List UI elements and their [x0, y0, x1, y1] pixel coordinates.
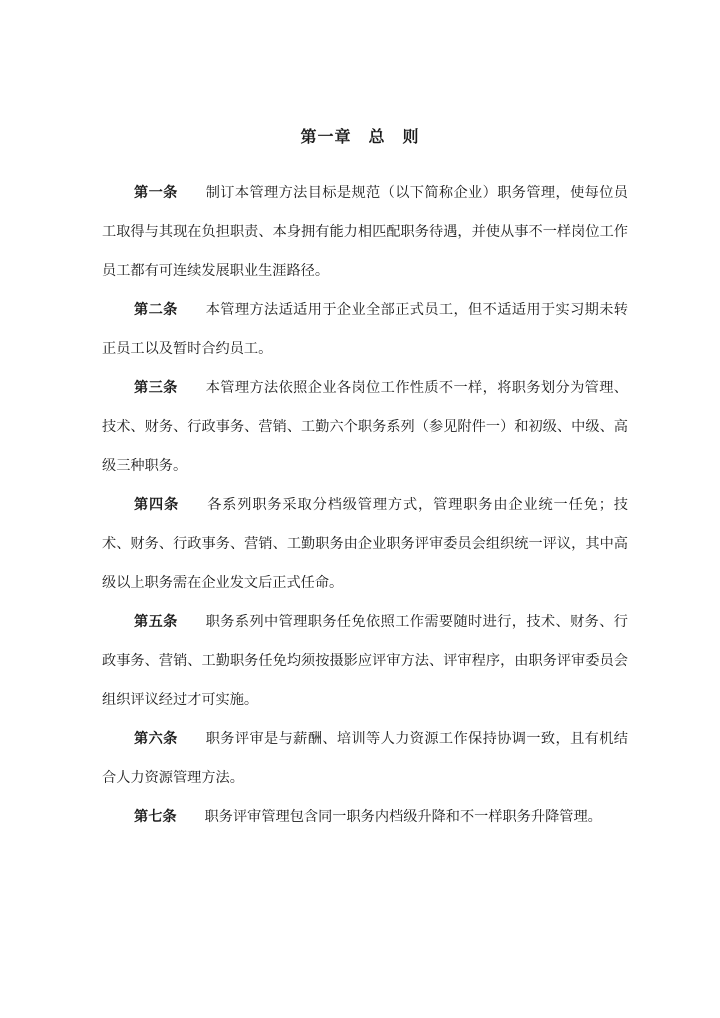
article-6-text: 职务评审是与薪酬、培训等人力资源工作保持协调一致，且有机结合人力资源管理方法。 [102, 731, 628, 786]
article-5 [102, 603, 628, 720]
article-3-text: 本管理方法依照企业各岗位工作性质不一样，将职务划分为管理、技术、财务、行政事务、营销、工勤六个职务系列（参见附件一）和初级、中级、高级三种职务。 [102, 380, 628, 474]
article-5-text: 职务系列中管理职务任免依照工作需要随时进行，技术、财务、行政事务、营销、工勤职务任免均须按摄影应评审方法、评审程序，由职务评审委员会组织评议经过才可实施。 [102, 614, 628, 708]
article-7 [102, 798, 628, 837]
article-4-label: 第四条 [134, 497, 180, 513]
article-4 [102, 486, 628, 603]
article-4-text: 各系列职务采取分档级管理方式，管理职务由企业统一任免；技术、财务、行政事务、营销、工勤职务由企业职务评审委员会组织统一评议，其中高级以上职务需在企业发文后正式任命。 [102, 497, 628, 591]
article-1-label: 第一条 [134, 185, 178, 201]
article-6 [102, 720, 628, 798]
article-7-label: 第七条 [134, 809, 177, 825]
article-2-label: 第二条 [134, 302, 178, 318]
article-3 [102, 369, 628, 486]
article-2-text: 本管理方法适适用于企业全部正式员工，但不适适用于实习期未转正员工以及暂时合约员工。 [102, 302, 628, 357]
article-7-text: 职务评审管理包含同一职务内档级升降和不一样职务升降管理。 [204, 809, 602, 825]
article-3-label: 第三条 [134, 380, 178, 396]
chapter-title: 第一章 总 则 [300, 127, 420, 146]
article-5-label: 第五条 [134, 614, 178, 630]
article-2 [102, 291, 628, 369]
article-1-text: 制订本管理方法目标是规范（以下简称企业）职务管理，使每位员工取得与其现在负担职责、本身拥有能力相匹配职务待遇，并使从事不一样岗位工作员工都有可连续发展职业生涯路径。 [102, 185, 628, 279]
article-6-label: 第六条 [134, 731, 178, 747]
article-1 [102, 174, 628, 291]
